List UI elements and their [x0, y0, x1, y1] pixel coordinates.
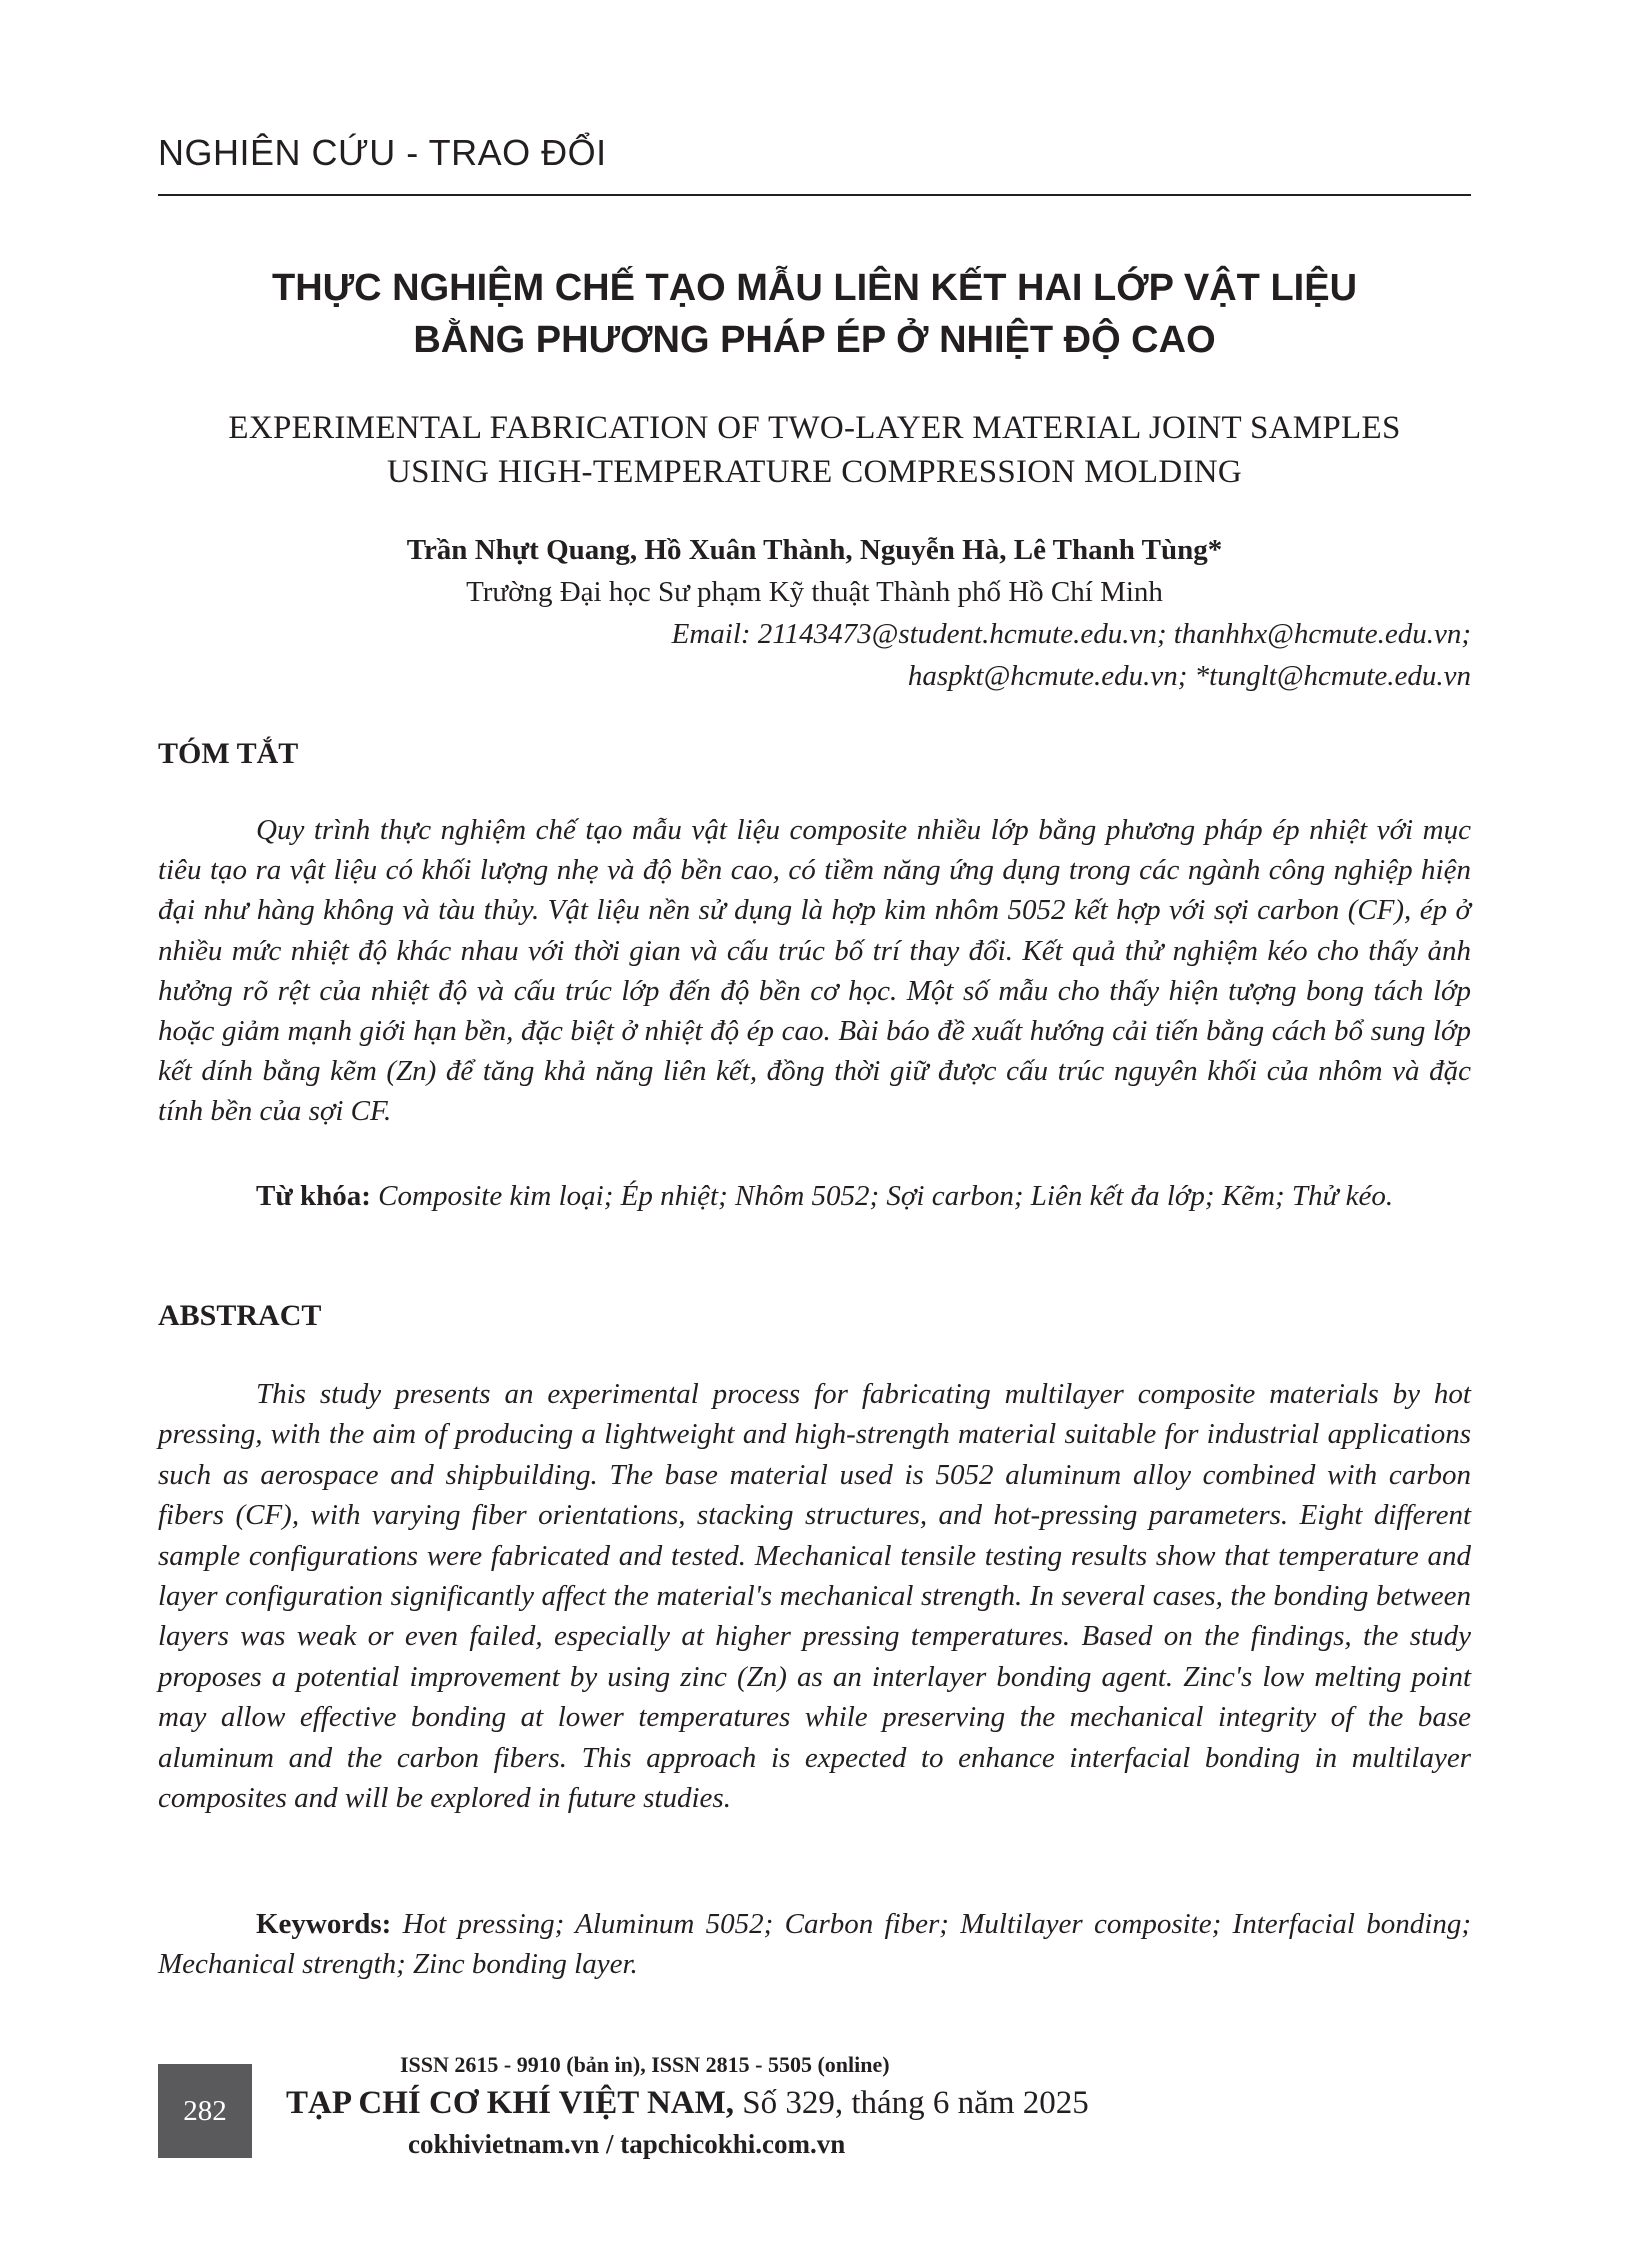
tomtat-keywords-label: Từ khóa: — [256, 1180, 371, 1212]
header-rule — [158, 194, 1471, 196]
author-email-line2: haspkt@hcmute.edu.vn; *tunglt@hcmute.edu.vn — [907, 660, 1471, 692]
tomtat-keywords — [158, 1176, 1471, 1216]
page-number: 282 — [158, 2064, 252, 2158]
title-vn-line2: BẰNG PHƯƠNG PHÁP ÉP Ở NHIỆT ĐỘ CAO — [413, 319, 1216, 361]
footer-websites: cokhivietnam.vn / tapchicokhi.com.vn — [408, 2129, 846, 2159]
abstract-body — [158, 1374, 1471, 1818]
abstract-keywords — [158, 1904, 1471, 1984]
abstract-body-text: This study presents an experimental process for fabricating multilayer composite materials by hot pressing, with the aim of producing a lightweight and high-strength material suitable for industrial applications such as aerospace and shipbuilding. The base material used is 5052 aluminum alloy combined with carbon fibers (CF), with varying fiber orientations, stacking structures, and hot-pressing parameters. Eight different sample configurations were fabricated and tested. Mechanical tensile testing results show that temperature and layer configuration significantly affect the material's mechanical strength. In several cases, the bonding between layers was weak or even failed, especially at higher pressing temperatures. Based on the findings, the study proposes a potential improvement by using zinc (Zn) as an interlayer bonding agent. Zinc's low melting point may allow effective bonding at lower temperatures while preserving the mechanical integrity of the base aluminum and the carbon fibers. This approach is expected to enhance interfacial bonding in multilayer composites and will be explored in future studies. — [158, 1378, 1471, 1815]
tomtat-keywords-text: Composite kim loại; Ép nhiệt; Nhôm 5052; Sợi carbon; Liên kết đa lớp; Kẽm; Thử kéo. — [378, 1180, 1394, 1212]
author-names: Trần Nhựt Quang, Hồ Xuân Thành, Nguyễn Hà, Lê Thanh Tùng* — [406, 534, 1223, 566]
abstract-heading: ABSTRACT — [158, 1299, 322, 1332]
footer-journal — [286, 2082, 1089, 2124]
journal-issue: Số 329, tháng 6 năm 2025 — [734, 2085, 1089, 2121]
tomtat-heading: TÓM TẮT — [158, 737, 299, 770]
footer-issn: ISSN 2615 - 9910 (bản in), ISSN 2815 - 5505 (online) — [400, 2052, 890, 2077]
journal-name: TẠP CHÍ CƠ KHÍ VIỆT NAM, — [286, 2085, 735, 2121]
tomtat-body-text: Quy trình thực nghiệm chế tạo mẫu vật liệu composite nhiều lớp bằng phương pháp ép nhiệt với mục tiêu tạo ra vật liệu có khối lượng nhẹ và độ bền cao, có tiềm năng ứng dụng trong các ngành công nghiệp hiện đại như hàng không và tàu thủy. Vật liệu nền sử dụng là hợp kim nhôm 5052 kết hợp với sợi carbon (CF), ép ở nhiều mức nhiệt độ khác nhau với thời gian và cấu trúc bố trí thay đổi. Kết quả thử nghiệm kéo cho thấy ảnh hưởng rõ rệt của nhiệt độ và cấu trúc lớp đến độ bền cơ học. Một số mẫu cho thấy hiện tượng bong tách lớp hoặc giảm mạnh giới hạn bền, đặc biệt ở nhiệt độ ép cao. Bài báo đề xuất hướng cải tiến bằng cách bổ sung lớp kết dính bằng kẽm (Zn) để tăng khả năng liên kết, đồng thời giữ được cấu trúc nguyên khối của nhôm và đặc tính bền của sợi CF. — [158, 814, 1471, 1128]
abstract-keywords-text: Hot pressing; Aluminum 5052; Carbon fiber; Multilayer composite; Interfacial bonding; Mechanical strength; Zinc bonding layer. — [158, 1908, 1471, 1980]
section-header: NGHIÊN CỨU - TRAO ĐỔI — [158, 132, 607, 173]
abstract-keywords-label: Keywords: — [256, 1908, 392, 1940]
author-email-line1: Email: 21143473@student.hcmute.edu.vn; thanhhx@hcmute.edu.vn; — [671, 618, 1471, 650]
title-en-line1: EXPERIMENTAL FABRICATION OF TWO-LAYER MATERIAL JOINT SAMPLES — [228, 410, 1401, 446]
author-affiliation: Trường Đại học Sư phạm Kỹ thuật Thành phố Hồ Chí Minh — [466, 576, 1163, 608]
title-vn-line1: THỰC NGHIỆM CHẾ TẠO MẪU LIÊN KẾT HAI LỚP VẬT LIỆU — [271, 267, 1358, 309]
tomtat-body — [158, 810, 1471, 1132]
title-en-line2: USING HIGH-TEMPERATURE COMPRESSION MOLDING — [386, 454, 1243, 490]
